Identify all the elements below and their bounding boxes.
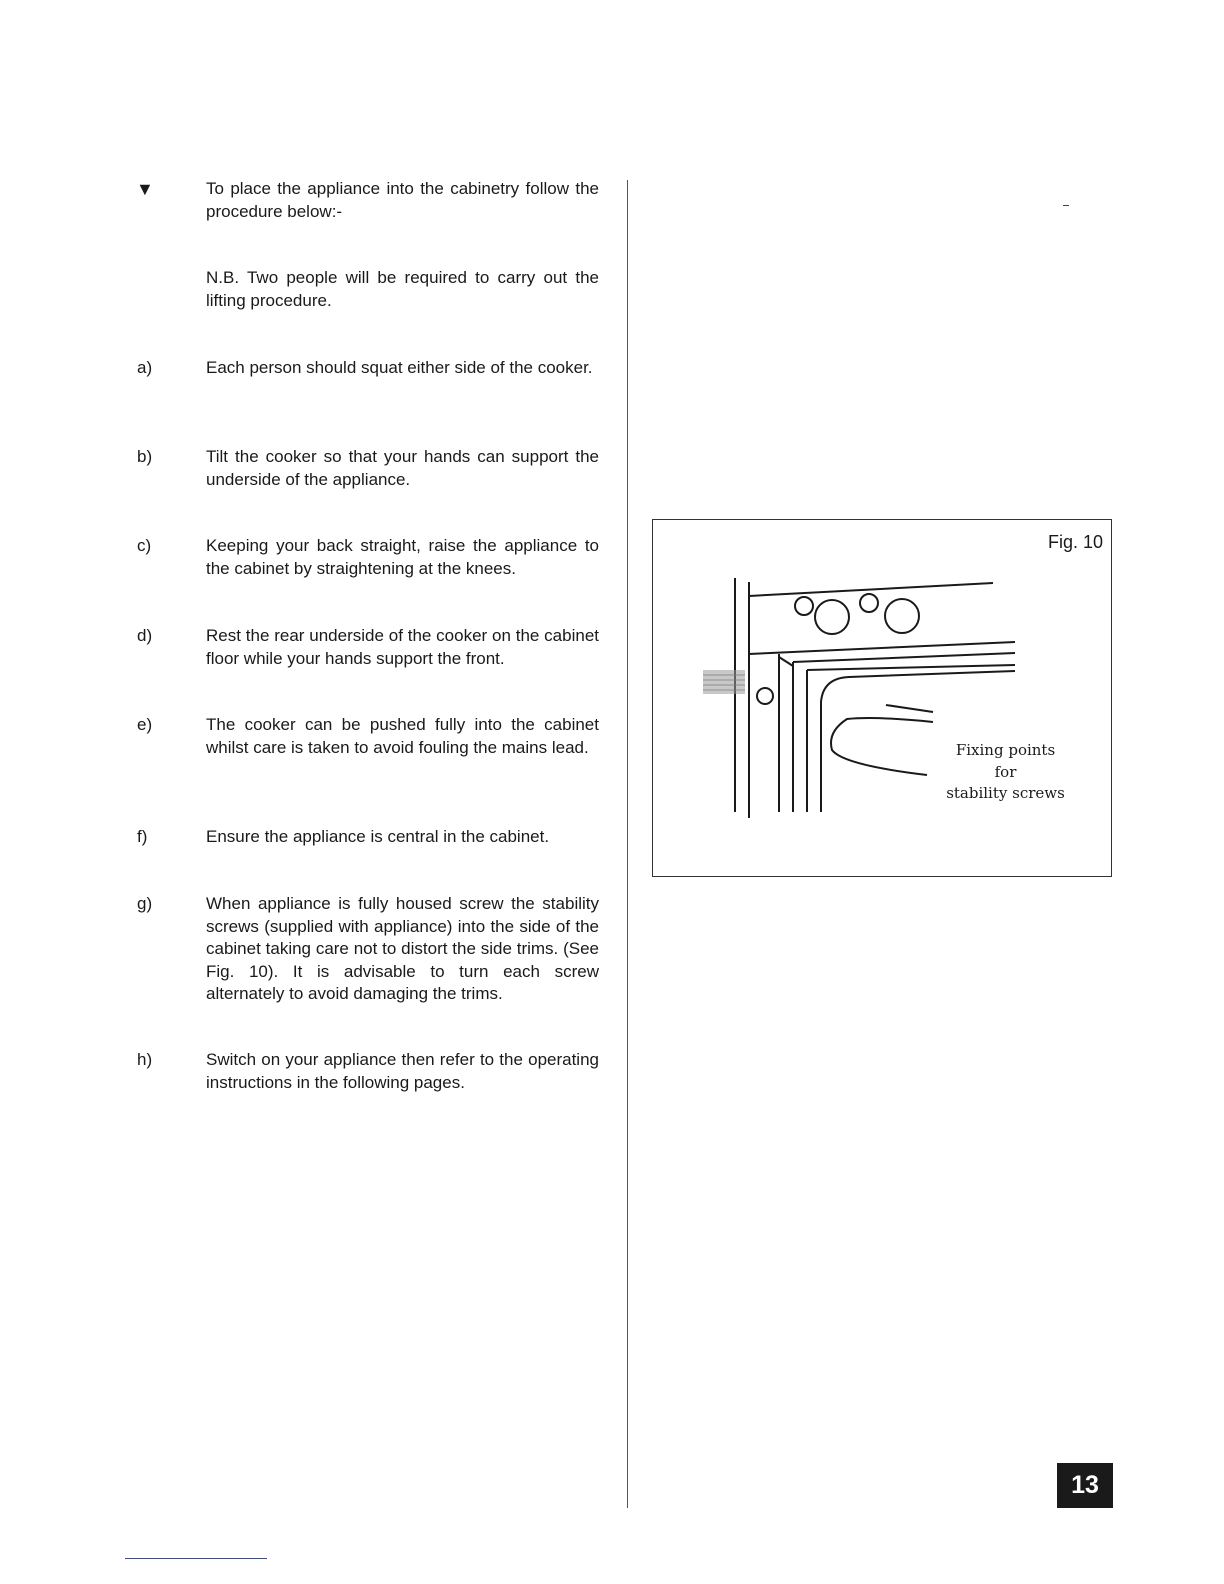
step-text: Rest the rear underside of the cooker on the cabinet floor while your hands support the front.: [206, 626, 599, 668]
step-label: a): [137, 358, 153, 377]
figure-10: [652, 519, 1112, 877]
step-label: h): [137, 1050, 153, 1069]
step-text: Ensure the appliance is central in the cabinet.: [206, 827, 550, 846]
step-text: Keeping your back straight, raise the appliance to the cabinet by straightening at the knees.: [206, 536, 599, 578]
stray-mark: [1063, 205, 1069, 206]
step-text: The cooker can be pushed fully into the cabinet whilst care is taken to avoid fouling the mains lead.: [206, 715, 599, 757]
page-number: 13: [1057, 1463, 1113, 1508]
figure-label: Fig. 10: [1047, 532, 1103, 552]
step-label: e): [137, 715, 153, 734]
figure-caption: [933, 740, 1078, 805]
step-label: d): [137, 626, 153, 645]
intro-text: To place the appliance into the cabinetry follow the procedure below:-: [206, 179, 599, 221]
step-text: Tilt the cooker so that your hands can support the underside of the appliance.: [206, 447, 599, 489]
triangle-bullet-icon: ▼: [136, 179, 154, 199]
step-label: f): [137, 827, 148, 846]
caption-line: Fixing points: [955, 741, 1056, 759]
step-label: b): [137, 447, 153, 466]
step-text: Each person should squat either side of the cooker.: [206, 358, 593, 377]
step-label: c): [137, 536, 152, 555]
step-text: Switch on your appliance then refer to the operating instructions in the following pages.: [206, 1050, 599, 1092]
cabinet-diagram-illustration: [653, 520, 1113, 878]
caption-line: stability screws: [946, 784, 1065, 802]
bottom-rule: [125, 1558, 267, 1559]
column-divider: [627, 180, 628, 1508]
step-label: g): [137, 894, 153, 913]
caption-line: for: [994, 762, 1017, 781]
note-text: N.B. Two people will be required to carry out the lifting procedure.: [206, 268, 599, 310]
step-text: When appliance is fully housed screw the stability screws (supplied with appliance) into the side of the cabinet taking care not to distort the side trims. (See Fig. 10). It is advisable to turn each screw alternately to avoid damaging the trims.: [206, 894, 599, 1003]
